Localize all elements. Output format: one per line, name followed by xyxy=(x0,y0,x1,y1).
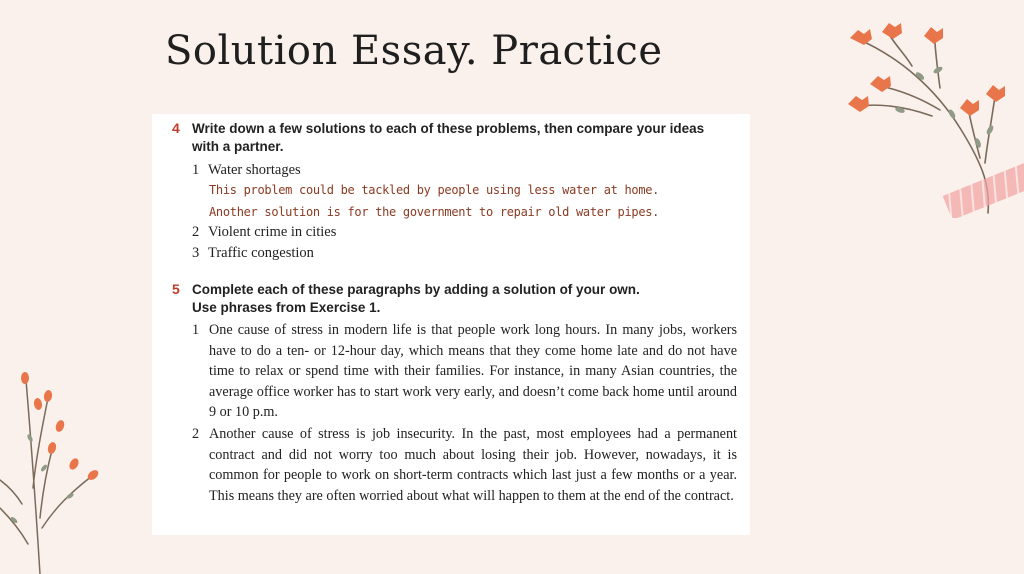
item-number: 3 xyxy=(192,245,200,261)
list-item xyxy=(192,243,314,263)
exercise-number: 4 xyxy=(172,120,180,136)
paragraph xyxy=(192,424,737,506)
item-text: Violent crime in cities xyxy=(208,224,337,240)
flower-branch-top-right-icon xyxy=(840,18,1024,218)
instruction-line: Use phrases from Exercise 1. xyxy=(192,300,381,315)
exercise-number: 5 xyxy=(172,281,180,297)
paragraph-text: One cause of stress in modern life is that people work long hours. In many jobs, workers have to do a ten- or 12-hour day, which means that they come home late and do not have time to relax or spend time with their families. For instance, in many Asian countries, the average office worker has to start work very early, and doesn’t come back home until around 9 or 10 p.m. xyxy=(209,322,737,421)
instruction-line: Write down a few solutions to each of these problems, then compare your ideas xyxy=(192,121,705,136)
exercise-instruction xyxy=(192,120,737,156)
list-item xyxy=(192,160,301,180)
slide-title: Solution Essay. Practice xyxy=(165,28,663,74)
item-text: Water shortages xyxy=(208,162,301,178)
exercise-instruction xyxy=(192,281,737,317)
item-number: 2 xyxy=(192,224,200,240)
item-text: Traffic congestion xyxy=(208,245,314,261)
textbook-page-image xyxy=(152,114,750,535)
instruction-line: with a partner. xyxy=(192,139,284,154)
paragraph-number: 1 xyxy=(192,322,200,338)
paragraph-text: Another cause of stress is job insecurity. In the past, most employees had a permanent contract and did not worry too much about losing their job. However, nowadays, it is common for people to work on short-term contracts which last just a few months or a year. This means they are often worried about what will happen to them at the end of the contract. xyxy=(209,426,737,504)
item-number: 1 xyxy=(192,162,200,178)
list-item xyxy=(192,222,336,242)
paragraph-number: 2 xyxy=(192,426,200,442)
handwritten-answer: This problem could be tackled by people using less water at home. xyxy=(209,183,660,197)
paragraph xyxy=(192,320,737,423)
instruction-line: Complete each of these paragraphs by adding a solution of your own. xyxy=(192,282,640,297)
handwritten-answer: Another solution is for the government to repair old water pipes. xyxy=(209,205,660,219)
flower-branch-bottom-left-icon xyxy=(0,368,110,574)
